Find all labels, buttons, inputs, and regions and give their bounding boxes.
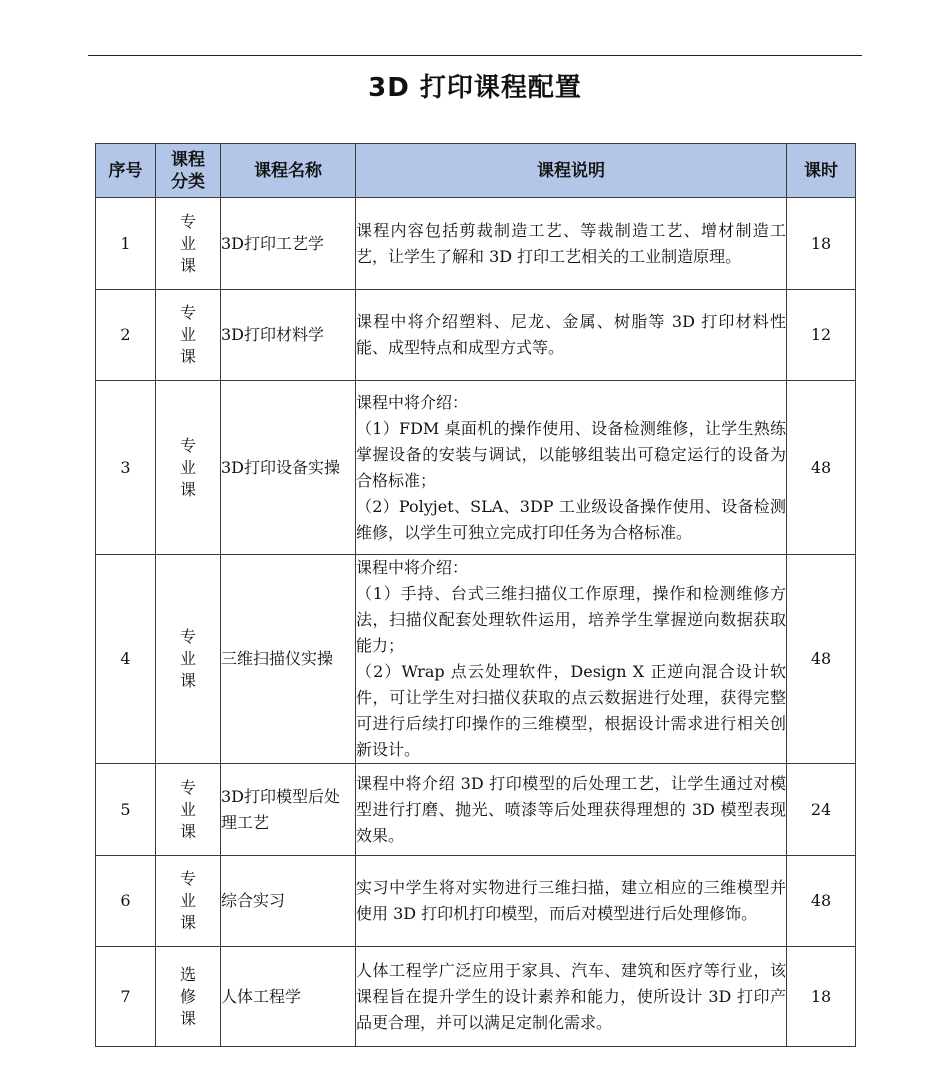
description-paragraph: 课程中将介绍： — [356, 558, 469, 577]
cell-index: 7 — [96, 947, 156, 1047]
table-row — [96, 555, 856, 764]
cell-description — [356, 381, 787, 555]
cell-course-name: 3D打印模型后处理工艺 — [221, 764, 356, 856]
header-index: 序号 — [96, 144, 156, 198]
cell-hours: 48 — [787, 381, 856, 555]
table-row — [96, 290, 856, 381]
header-name: 课程名称 — [221, 144, 356, 198]
category-text: 专业课 — [179, 627, 196, 690]
header-description: 课程说明 — [356, 144, 787, 198]
cell-category — [156, 764, 221, 856]
description-paragraph: 实习中学生将对实物进行三维扫描，建立相应的三维模型并使用 3D 打印机打印模型，而后对模型进行后处理修饰。 — [356, 878, 786, 923]
document-title: 3D 打印课程配置 — [368, 73, 582, 103]
category-text: 专业课 — [179, 869, 196, 932]
cell-category — [156, 381, 221, 555]
table-row — [96, 856, 856, 947]
table-row — [96, 381, 856, 555]
cell-category — [156, 198, 221, 290]
description-paragraph: 课程中将介绍： — [356, 392, 469, 412]
cell-hours: 12 — [787, 290, 856, 381]
description-paragraph: （1）FDM 桌面机的操作使用、设备检测维修，让学生熟练掌握设备的安装与调试，以能够组装出可稳定运行的设备为合格标准； — [356, 418, 786, 490]
cell-category — [156, 555, 221, 764]
cell-index: 4 — [96, 555, 156, 764]
header-category-line1: 课程 — [171, 149, 205, 170]
cell-hours: 48 — [787, 555, 856, 764]
description-paragraph: （1）手持、台式三维扫描仪工作原理，操作和检测维修方法，扫描仪配套处理软件运用，培养学生掌握逆向数据获取能力； — [356, 584, 786, 655]
category-text: 专业课 — [179, 777, 196, 841]
table-header-row — [96, 144, 856, 198]
cell-index: 3 — [96, 381, 156, 555]
cell-index: 5 — [96, 764, 156, 856]
header-hours: 课时 — [787, 144, 856, 198]
cell-course-name: 3D打印材料学 — [221, 290, 356, 381]
cell-description — [356, 947, 787, 1047]
cell-category — [156, 947, 221, 1047]
cell-course-name: 3D打印设备实操 — [221, 381, 356, 555]
category-text: 专业课 — [179, 303, 196, 366]
description-paragraph: 课程中将介绍塑料、尼龙、金属、树脂等 3D 打印材料性能、成型特点和成型方式等。 — [356, 312, 786, 357]
cell-course-name: 人体工程学 — [221, 947, 356, 1047]
table-row — [96, 947, 856, 1047]
category-text: 专业课 — [179, 211, 196, 275]
category-text: 选修课 — [179, 964, 196, 1028]
table-row — [96, 764, 856, 856]
table-body — [96, 198, 856, 1047]
cell-description — [356, 198, 787, 290]
cell-category — [156, 856, 221, 947]
cell-course-name: 综合实习 — [221, 856, 356, 947]
cell-hours: 18 — [787, 198, 856, 290]
description-paragraph: （2）Wrap 点云处理软件，Design X 正逆向混合设计软件，可让学生对扫描仪获取的点云数据进行处理，获得完整可进行后续打印操作的三维模型，根据设计需求进行相关创新设计。 — [356, 662, 786, 759]
cell-hours: 18 — [787, 947, 856, 1047]
cell-index: 1 — [96, 198, 156, 290]
category-text: 专业课 — [179, 435, 196, 499]
cell-description — [356, 856, 787, 947]
header-category-line2: 分类 — [171, 171, 205, 192]
cell-index: 6 — [96, 856, 156, 947]
cell-description — [356, 555, 787, 764]
course-table — [95, 143, 856, 1047]
cell-course-name: 3D打印工艺学 — [221, 198, 356, 290]
description-paragraph: 人体工程学广泛应用于家具、汽车、建筑和医疗等行业，该课程旨在提升学生的设计素养和能力，使所设计 3D 打印产品更合理，并可以满足定制化需求。 — [356, 960, 786, 1032]
table-row — [96, 198, 856, 290]
description-paragraph: 课程中将介绍 3D 打印模型的后处理工艺，让学生通过对模型进行打磨、抛光、喷漆等后处理获得理想的 3D 模型表现效果。 — [356, 773, 786, 845]
description-paragraph: 课程内容包括剪裁制造工艺、等裁制造工艺、增材制造工艺，让学生了解和 3D 打印工艺相关的工业制造原理。 — [356, 220, 786, 266]
cell-description — [356, 290, 787, 381]
cell-course-name: 三维扫描仪实操 — [221, 555, 356, 764]
header-category — [156, 144, 221, 198]
top-rule — [88, 55, 862, 56]
description-paragraph: （2）Polyjet、SLA、3DP 工业级设备操作使用、设备检测维修，以学生可独立完成打印任务为合格标准。 — [356, 496, 786, 542]
cell-hours: 48 — [787, 856, 856, 947]
cell-index: 2 — [96, 290, 156, 381]
cell-hours: 24 — [787, 764, 856, 856]
cell-category — [156, 290, 221, 381]
cell-description — [356, 764, 787, 856]
